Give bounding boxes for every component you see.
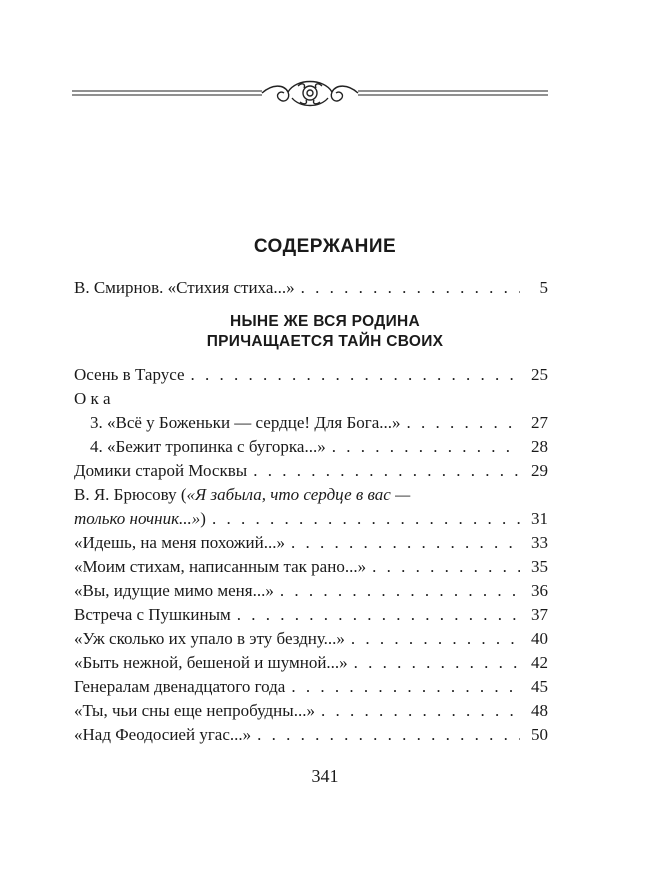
dot-leader [251,723,520,747]
toc-intro [74,276,548,300]
toc-entry[interactable] [74,699,548,723]
toc-entry[interactable] [74,363,548,387]
dot-leader [348,651,520,675]
toc-entry[interactable] [74,411,548,435]
entry-title: Генералам двенадцатого года [74,677,286,696]
entry-page: 28 [531,437,548,456]
dot-leader [206,507,520,531]
entry-page: 5 [539,278,548,297]
toc-entry[interactable] [74,579,548,603]
entry-page: 29 [531,461,548,480]
entry-title-suffix: ) [200,509,206,528]
dot-leader [231,603,520,627]
toc-entry[interactable] [74,603,548,627]
entry-page: 35 [531,557,548,576]
entry-title-italic: только ночник...» [74,509,201,528]
dot-leader [185,363,520,387]
entry-title: 4. «Бежит тропинка с бугорка...» [90,437,326,456]
dot-leader [274,579,520,603]
entry-title: «Вы, идущие мимо меня...» [74,581,274,600]
toc-entry[interactable] [74,675,548,699]
dot-leader [315,699,520,723]
toc-entry-multiline-end[interactable] [74,507,548,531]
toc-entry[interactable] [74,276,548,300]
entry-page: 37 [531,605,548,624]
dot-leader [247,459,520,483]
dot-leader [326,435,520,459]
toc-entry[interactable] [74,531,548,555]
dot-leader [285,531,520,555]
entry-title [74,483,410,507]
entry-title: О к а [74,389,111,408]
entry-title: «Быть нежной, бешеной и шумной...» [74,653,348,672]
entry-page: 40 [531,629,548,648]
entry-title: Домики старой Москвы [74,461,248,480]
entry-title: «Идешь, на меня похожий...» [74,533,285,552]
toc-entry[interactable] [74,459,548,483]
entry-page: 31 [531,509,548,528]
entry-page: 45 [531,677,548,696]
dot-leader [285,675,520,699]
entry-page: 48 [531,701,548,720]
contents-title: СОДЕРЖАНИЕ [253,236,397,257]
toc-entry[interactable] [74,723,548,747]
entry-title: «Над Феодосией угас...» [74,725,252,744]
entry-title: 3. «Всё у Боженьки — сердце! Для Бога...» [90,413,401,432]
entry-title: В. Смирнов. «Стихия стиха...» [74,278,295,297]
toc-entry[interactable] [74,627,548,651]
entry-page: 36 [531,581,548,600]
section-heading-line-2: ПРИЧАЩАЕТСЯ ТАЙН СВОИХ [206,333,444,350]
dot-leader [345,627,520,651]
entry-page: 27 [531,413,548,432]
dot-leader [295,276,520,300]
section-heading-line-1: НЫНЕ ЖЕ ВСЯ РОДИНА [229,313,421,330]
decorative-ornament-divider [72,74,548,114]
entry-title [74,507,206,531]
dot-leader [401,411,521,435]
entry-title-italic: «Я забыла, что сердце в вас — [186,485,411,504]
toc-entry[interactable] [74,435,548,459]
dot-leader [366,555,520,579]
page-number: 341 [311,766,339,786]
toc-entry-heading [74,387,548,411]
entry-title: Осень в Тарусе [74,365,185,384]
entry-page: 25 [531,365,548,384]
toc-entry[interactable] [74,651,548,675]
toc-entry-multiline-start[interactable] [74,483,548,507]
toc-list [74,363,548,747]
entry-title: «Моим стихам, написанным так рано...» [74,557,367,576]
toc-entry[interactable] [74,555,548,579]
entry-title-prefix: В. Я. Брюсову ( [74,485,187,504]
entry-title: «Ты, чьи сны еще непробудны...» [74,701,315,720]
entry-page: 50 [531,725,548,744]
entry-title: Встреча с Пушкиным [74,605,231,624]
entry-title: «Уж сколько их упало в эту бездну...» [74,629,345,648]
entry-page: 33 [531,533,548,552]
section-heading [0,312,650,352]
entry-page: 42 [531,653,548,672]
